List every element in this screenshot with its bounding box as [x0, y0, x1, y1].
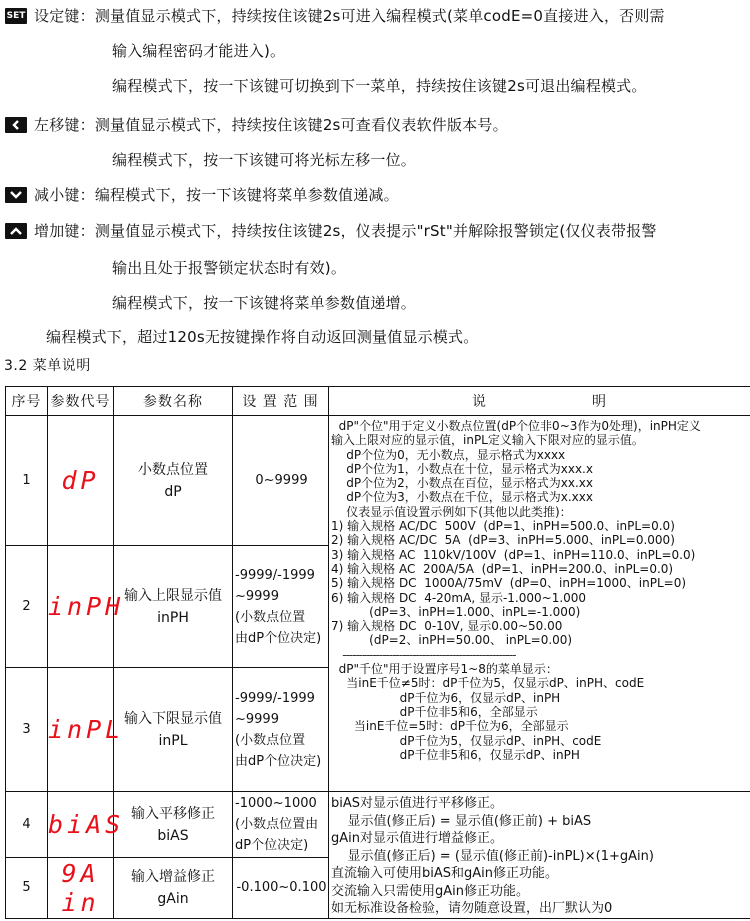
header-code: 参数代号 — [48, 387, 114, 416]
param-name: 输入下限显示值 inPL — [114, 668, 233, 792]
param-code-display: 9A in — [48, 858, 114, 918]
left-key-line-1: 左移键：测量值显示模式下，持续按住该键2s可查看仪表软件版本号。 — [34, 116, 508, 134]
set-key-name: 设定键： — [34, 7, 95, 25]
table-header-row — [6, 387, 750, 416]
row-num: 5 — [6, 858, 48, 918]
bias-gain-description: biAS对显示值进行平移修正。 显示值(修正后) = 显示值(修正前) + biAS gAin对显示值进行增益修正。 显示值(修正后) = (显示值(修正前)-inPL)×(1+gAin) 直流输入可使用biAS和gAin修正功能。 交流输入只需使用gAin修正功能。 如无标准设备检验，请勿随意设置，出厂默认为0 — [329, 792, 750, 919]
header-name: 参数名称 — [114, 387, 233, 416]
up-key-line-2: 输出且处于报警锁定状态时有效)。 — [112, 259, 347, 277]
header-num: 序号 — [6, 387, 48, 416]
menu-table — [5, 386, 750, 919]
up-arrow-key-icon — [5, 223, 27, 239]
table-row — [6, 416, 750, 546]
row-num: 4 — [6, 792, 48, 858]
timeout-note: 编程模式下，超过120s无按键操作将自动返回测量值显示模式。 — [46, 328, 479, 346]
left-arrow-key-icon — [5, 117, 27, 133]
row-num: 3 — [6, 668, 48, 792]
section-title: 3.2 菜单说明 — [4, 358, 91, 374]
left-key-name: 左移键： — [34, 116, 95, 134]
param-range: -9999/-1999 ~9999 (小数点位置 由dP个位决定) — [233, 668, 329, 792]
param-range: 0~9999 — [233, 416, 329, 546]
table-row — [6, 792, 750, 858]
param-name: 输入平移修正 biAS — [114, 792, 233, 858]
header-range: 设 置 范 围 — [233, 387, 329, 416]
param-range: -1000~1000 (小数点位置由 dP个位决定) — [233, 792, 329, 858]
dp-description: dP"个位"用于定义小数点位置(dP个位非0~3作为0处理)，inPH定义 输入上限对应的显示值，inPL定义输入下限对应的显示值。 dP个位为0，无小数点，显示格式为xxxx dP个位为1，小数点在十位，显示格式为xxx.x dP个位为2，小数点在百位，显示格式为xx.xx dP个位为3，小数点在千位，显示格式为x.xxx 仪表显示值设置示例如下(其他以此类推)： 1) 输入规格 AC/DC 500V (dP=1、inPH=500.0、inPL=0.0) 2) 输入规格 AC/DC 5A (dP=3、inPH=5.000、inPL=0.000) 3) 输入规格 AC 110kV/100V (dP=1、inPH=110.0、inPL=0.0) 4) 输入规格 AC 200A/5A (dP=1、inPH=200.0、inPL=0.0) 5) 输入规格 DC 1000A/75mV (dP=0、inPH=1000、inPL=0) 6) 输入规格 DC 4-20mA, 显示-1.000~1.000 (dP=3、inPH=1.000、inPL=-1.000) 7) 输入规格 DC 0-10V, 显示0.00~50.00 (dP=2、inPH=50.00、 inPL=0.00) ---------------------------------------------------- dP"千位"用于设置序号1~8的菜单显示： 当inE千位≠5时：dP千位为5，仅显示dP、inPH、codE dP千位为6，仅显示dP、inPH dP千位非5和6，全部显示 当inE千位=5时：dP千位为6，全部显示 dP千位为5，仅显示dP、inPH、codE dP千位非5和6，仅显示dP、inPH — [329, 416, 750, 792]
param-name: 输入上限显示值 inPH — [114, 546, 233, 668]
param-range: -9999/-1999 ~9999 (小数点位置 由dP个位决定) — [233, 546, 329, 668]
param-code-display: biAS — [48, 792, 114, 858]
param-name: 小数点位置 dP — [114, 416, 233, 546]
set-key-line-1: 设定键：测量值显示模式下，持续按住该键2s可进入编程模式(菜单codE=0直接进入，否则需 — [34, 7, 665, 25]
down-key-name: 减小键： — [34, 186, 95, 204]
param-code-display: inPH — [48, 546, 114, 668]
param-range: -0.100~0.100 — [233, 858, 329, 918]
param-name: 输入增益修正 gAin — [114, 858, 233, 918]
param-code-display: dP — [48, 416, 114, 546]
up-key-line-3: 编程模式下，按一下该键将菜单参数值递增。 — [112, 294, 417, 312]
row-num: 2 — [6, 546, 48, 668]
left-key-line-2: 编程模式下，按一下该键可将光标左移一位。 — [112, 151, 417, 169]
down-arrow-key-icon — [5, 187, 27, 203]
set-key-line-3: 编程模式下，按一下该键可切换到下一菜单，持续按住该键2s可退出编程模式。 — [112, 77, 647, 95]
set-key-line-2: 输入编程密码才能进入)。 — [112, 42, 286, 60]
param-code-display: inPL — [48, 668, 114, 792]
header-description: 说 明 — [329, 387, 750, 416]
row-num: 1 — [6, 416, 48, 546]
set-key-icon: SET — [5, 8, 27, 24]
up-key-line-1: 增加键：测量值显示模式下，持续按住该键2s，仪表提示"rSt"并解除报警锁定(仅仪表带报警 — [34, 222, 657, 240]
down-key-line-1: 减小键：编程模式下，按一下该键将菜单参数值递减。 — [34, 186, 399, 204]
up-key-name: 增加键： — [34, 222, 95, 240]
